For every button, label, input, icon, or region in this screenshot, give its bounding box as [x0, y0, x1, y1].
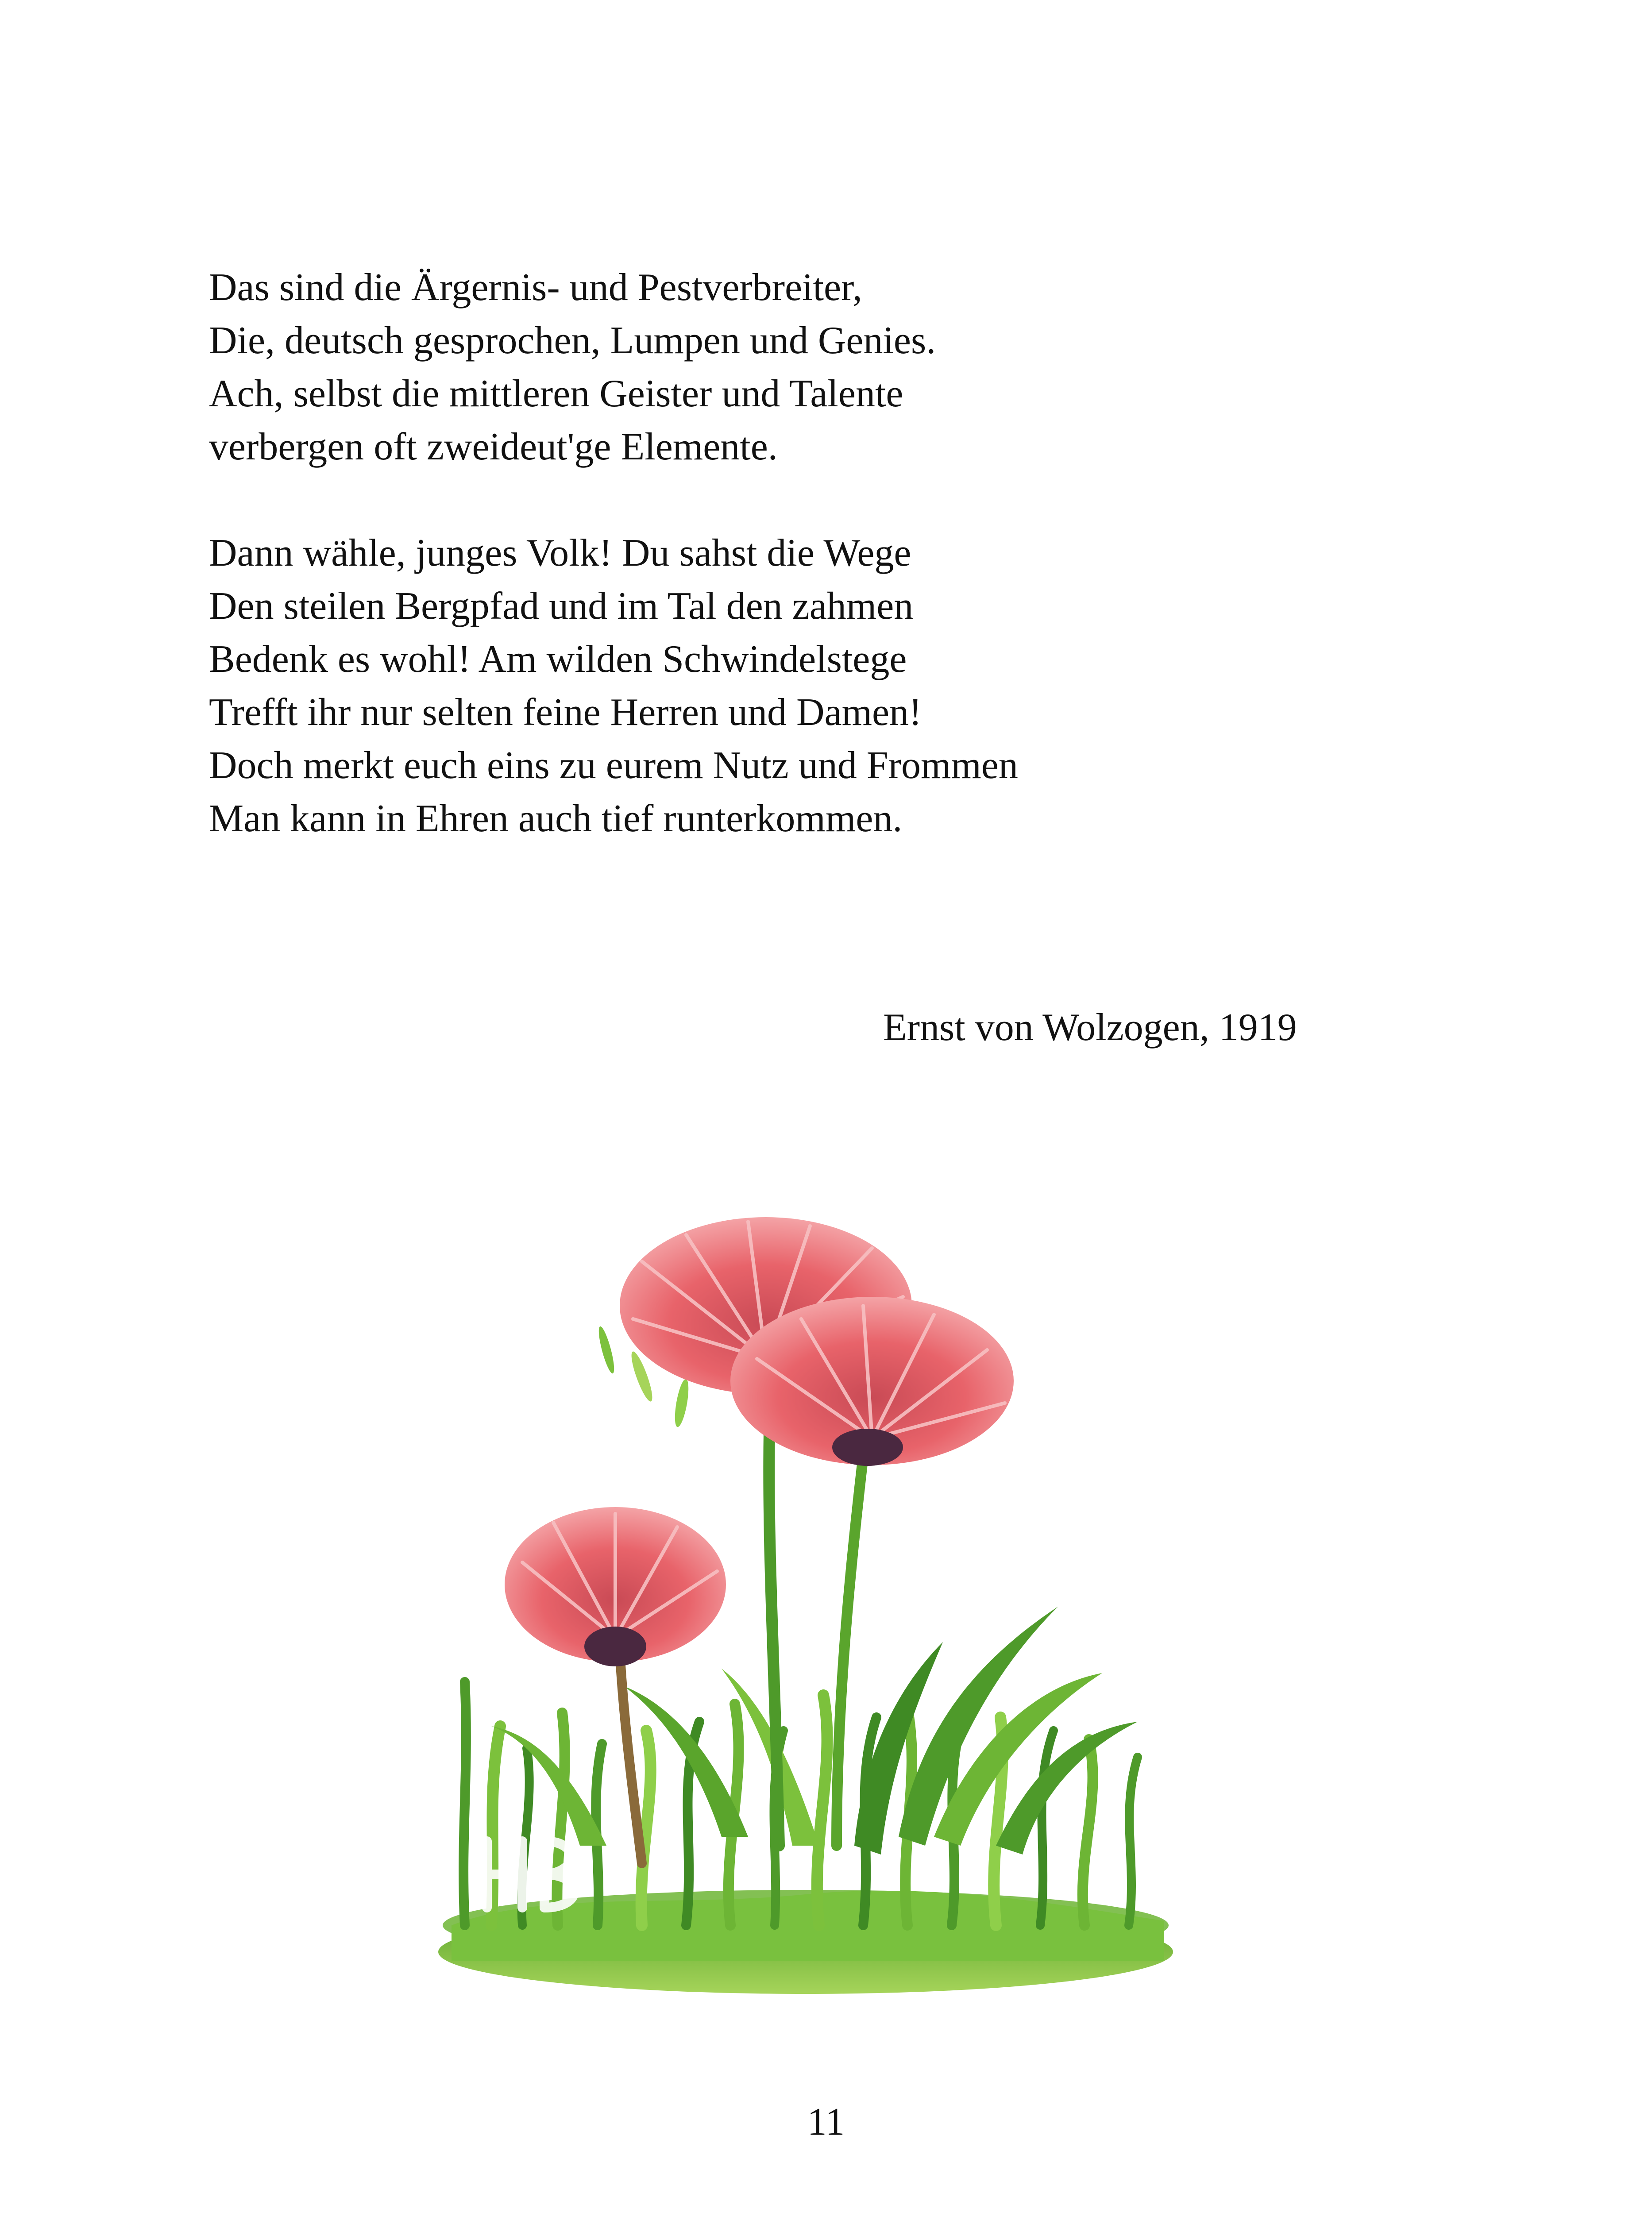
flower-painting: [412, 1173, 1200, 2014]
poem-line: verbergen oft zweideut'ge Elemente.: [209, 425, 778, 468]
poem-line: Dann wähle, junges Volk! Du sahst die Wege: [209, 532, 911, 574]
poem: [209, 261, 1448, 898]
flower-right: [730, 1297, 1014, 1466]
stanza-2: [209, 527, 1448, 845]
poem-line: Ach, selbst die mittleren Geister und Talente: [209, 372, 903, 415]
poem-line: Den steilen Bergpfad und im Tal den zahmen: [209, 585, 914, 628]
flower-illustration: [412, 1173, 1200, 2014]
poem-line: Doch merkt euch eins zu eurem Nutz und Frommen: [209, 744, 1018, 787]
poem-line: Das sind die Ärgernis- und Pestverbreiter,: [209, 266, 862, 309]
poem-line: Man kann in Ehren auch tief runterkommen.: [209, 797, 903, 840]
flower-left: [505, 1507, 726, 1666]
stanza-1: [209, 261, 1448, 474]
page-number: 11: [807, 2101, 845, 2144]
poem-line: Bedenk es wohl! Am wilden Schwindelstege: [209, 638, 907, 681]
poem-line: Die, deutsch gesprochen, Lumpen und Genies.: [209, 319, 936, 362]
poem-line: Trefft ihr nur selten feine Herren und Damen!: [209, 691, 922, 734]
author-attribution: Ernst von Wolzogen, 1919: [883, 1006, 1297, 1049]
